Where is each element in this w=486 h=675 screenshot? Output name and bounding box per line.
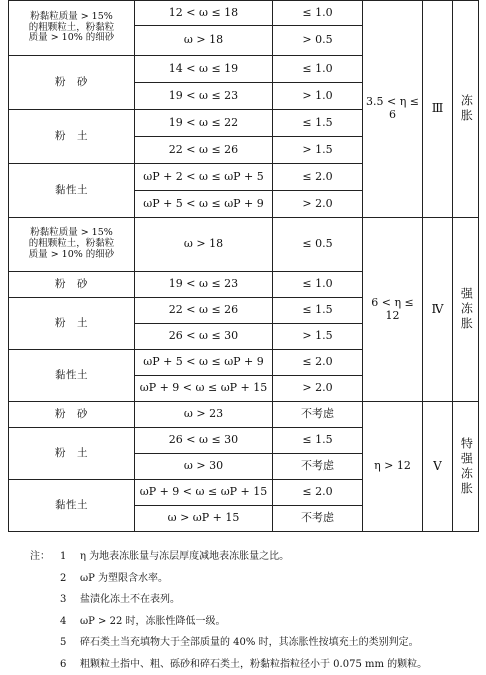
note-item xyxy=(30,611,480,633)
eta-range-cell: η > 12 xyxy=(363,402,423,532)
frost-depth-cell: > 2.0 xyxy=(273,376,363,402)
water-content-cell: ωP + 9 < ω ≤ ωP + 15 xyxy=(135,376,273,402)
water-content-cell: ωP + 5 < ω ≤ ωP + 9 xyxy=(135,191,273,218)
water-content-cell: 19 < ω ≤ 23 xyxy=(135,83,273,110)
water-content-cell: ω > ωP + 15 xyxy=(135,506,273,532)
note-item xyxy=(30,632,480,654)
frost-depth-cell: > 0.5 xyxy=(273,26,363,56)
frost-depth-cell: ≤ 1.5 xyxy=(273,110,363,137)
frost-depth-cell: ≤ 1.5 xyxy=(273,428,363,454)
water-content-cell: 26 < ω ≤ 30 xyxy=(135,428,273,454)
frost-depth-cell: ≤ 1.5 xyxy=(273,298,363,324)
note-item xyxy=(30,568,480,590)
frost-depth-cell: ≤ 1.0 xyxy=(273,56,363,83)
table-row xyxy=(9,402,479,428)
note-text: 粗颗粒土指中、粗、砾砂和碎石类土，粉黏粒指粒径小于 0.075 mm 的颗粒。 xyxy=(80,654,427,675)
eta-range-cell: 3.5 < η ≤ 6 xyxy=(363,1,423,218)
table-row xyxy=(9,1,479,26)
soil-type-cell: 粉 砂 xyxy=(9,402,135,428)
eta-range-cell: 6 < η ≤ 12 xyxy=(363,218,423,402)
frost-depth-cell: ≤ 2.0 xyxy=(273,164,363,191)
soil-type-cell: 黏性土 xyxy=(9,350,135,402)
frost-category-cell: 冻胀 xyxy=(453,1,479,218)
soil-type-cell: 粉 砂 xyxy=(9,56,135,110)
frost-depth-cell: > 1.5 xyxy=(273,324,363,350)
water-content-cell: ω > 18 xyxy=(135,26,273,56)
note-text: 碎石类土当充填物大于全部质量的 40% 时，其冻胀性按填充土的类别判定。 xyxy=(80,632,419,654)
frost-category-cell: 特强冻胀 xyxy=(453,402,479,532)
note-number: 1 xyxy=(60,546,80,568)
table-notes xyxy=(30,546,480,675)
frost-level-cell: Ⅴ xyxy=(423,402,453,532)
frost-depth-cell: 不考虑 xyxy=(273,402,363,428)
frost-level-cell: Ⅲ xyxy=(423,1,453,218)
frost-depth-cell: 不考虑 xyxy=(273,506,363,532)
frost-category-cell: 强冻胀 xyxy=(453,218,479,402)
frost-depth-cell: > 1.5 xyxy=(273,137,363,164)
water-content-cell: ωP + 5 < ω ≤ ωP + 9 xyxy=(135,350,273,376)
notes-lead-label: 注： xyxy=(30,546,60,568)
water-content-cell: 22 < ω ≤ 26 xyxy=(135,298,273,324)
soil-type-cell: 粉 土 xyxy=(9,428,135,480)
frost-depth-cell: > 2.0 xyxy=(273,191,363,218)
frost-depth-cell: ≤ 2.0 xyxy=(273,480,363,506)
frost-depth-cell: ≤ 1.0 xyxy=(273,272,363,298)
frost-depth-cell: > 1.0 xyxy=(273,83,363,110)
water-content-cell: ω > 23 xyxy=(135,402,273,428)
soil-type-cell: 粉 砂 xyxy=(9,272,135,298)
note-text: 盐渍化冻土不在表列。 xyxy=(80,589,180,611)
note-number: 6 xyxy=(60,654,80,675)
water-content-cell: 22 < ω ≤ 26 xyxy=(135,137,273,164)
soil-type-cell: 粉黏粒质量 > 15% 的粗颗粒土，粉黏粒 质量 > 10% 的细砂 xyxy=(9,218,135,272)
water-content-cell: ω > 30 xyxy=(135,454,273,480)
frost-depth-cell: 不考虑 xyxy=(273,454,363,480)
note-item xyxy=(30,546,480,568)
note-number: 4 xyxy=(60,611,80,633)
soil-type-cell: 黏性土 xyxy=(9,164,135,218)
soil-type-cell: 黏性土 xyxy=(9,480,135,532)
frost-heave-table xyxy=(8,0,479,532)
frost-depth-cell: ≤ 1.0 xyxy=(273,1,363,26)
note-number: 5 xyxy=(60,632,80,654)
water-content-cell: ωP + 9 < ω ≤ ωP + 15 xyxy=(135,480,273,506)
soil-type-cell: 粉黏粒质量 > 15% 的粗颗粒土，粉黏粒 质量 > 10% 的细砂 xyxy=(9,1,135,56)
water-content-cell: 14 < ω ≤ 19 xyxy=(135,56,273,83)
water-content-cell: 26 < ω ≤ 30 xyxy=(135,324,273,350)
water-content-cell: 12 < ω ≤ 18 xyxy=(135,1,273,26)
note-text: ωP 为塑限含水率。 xyxy=(80,568,168,590)
note-number: 3 xyxy=(60,589,80,611)
note-text: η 为地表冻胀量与冻层厚度减地表冻胀量之比。 xyxy=(80,546,289,568)
frost-depth-cell: ≤ 2.0 xyxy=(273,350,363,376)
note-text: ωP > 22 时，冻胀性降低一级。 xyxy=(80,611,226,633)
frost-depth-cell: ≤ 0.5 xyxy=(273,218,363,272)
water-content-cell: ω > 18 xyxy=(135,218,273,272)
water-content-cell: 19 < ω ≤ 23 xyxy=(135,272,273,298)
table-row xyxy=(9,218,479,272)
soil-type-cell: 粉 土 xyxy=(9,110,135,164)
water-content-cell: ωP + 2 < ω ≤ ωP + 5 xyxy=(135,164,273,191)
frost-level-cell: Ⅳ xyxy=(423,218,453,402)
soil-type-cell: 粉 土 xyxy=(9,298,135,350)
water-content-cell: 19 < ω ≤ 22 xyxy=(135,110,273,137)
note-item xyxy=(30,654,480,675)
note-item xyxy=(30,589,480,611)
note-number: 2 xyxy=(60,568,80,590)
